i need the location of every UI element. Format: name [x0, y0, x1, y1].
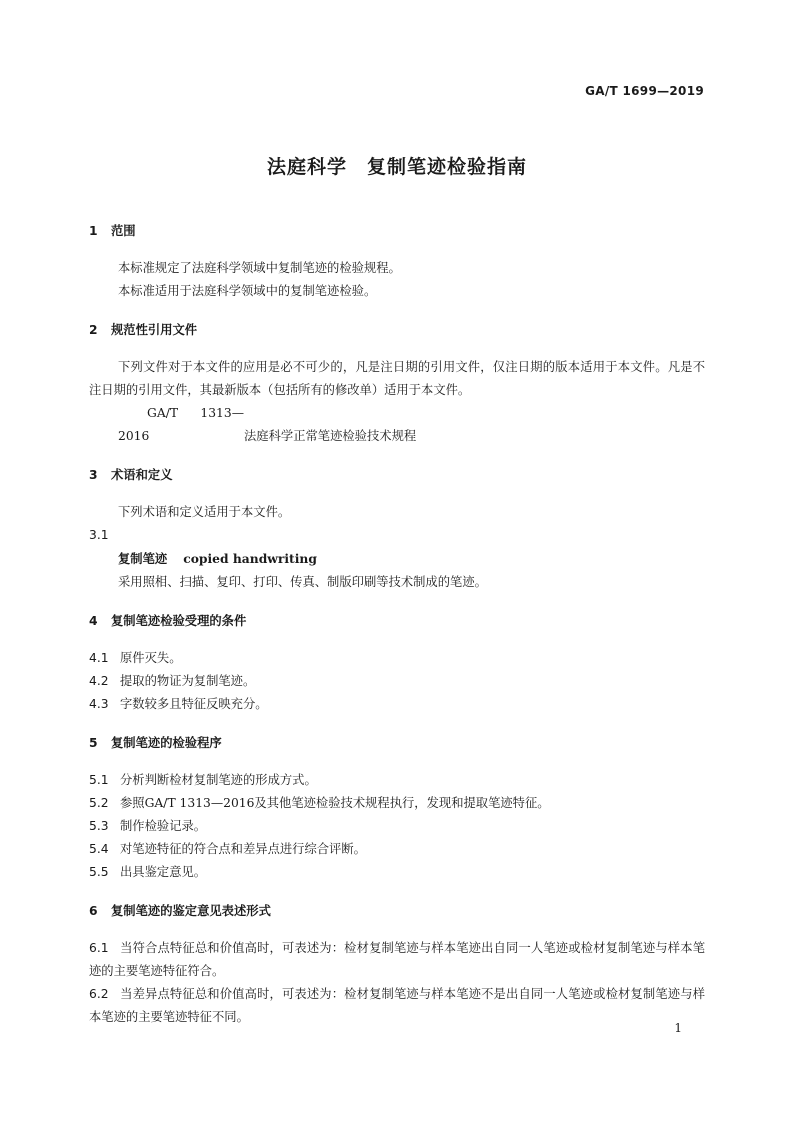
- section-heading-3: [89, 464, 705, 487]
- item-text: 分析判断检材复制笔迹的形成方式。: [120, 773, 317, 787]
- clause-paragraph: [89, 983, 705, 1029]
- section-number: 5: [89, 736, 98, 750]
- item-text: 原件灭失。: [120, 651, 182, 665]
- document-body: [89, 220, 705, 1029]
- item-text: 当符合点特征总和价值高时，可表述为：检材复制笔迹与样本笔迹出自同一人笔迹或检材复制笔迹与样本笔迹的主要笔迹特征符合。: [89, 941, 705, 978]
- item-number: 5.2: [89, 796, 109, 810]
- item-number: 4.2: [89, 674, 109, 688]
- section-number: 6: [89, 904, 98, 918]
- section-heading-4: [89, 610, 705, 633]
- item-text: 提取的物证为复制笔迹。: [120, 674, 256, 688]
- list-item: [89, 647, 705, 670]
- item-number: 6.2: [89, 987, 109, 1001]
- list-item: [89, 861, 705, 884]
- list-item: [89, 670, 705, 693]
- document-title: 法庭科学 复制笔迹检验指南: [266, 156, 527, 178]
- section-number: 2: [89, 323, 98, 337]
- item-text: 对笔迹特征的符合点和差异点进行综合评断。: [120, 842, 366, 856]
- section-number: 4: [89, 614, 98, 628]
- paragraph: 下列术语和定义适用于本文件。: [118, 505, 291, 519]
- item-text: 当差异点特征总和价值高时，可表述为：检材复制笔迹与样本笔迹不是出自同一人笔迹或检材复制笔迹与样本笔迹的主要笔迹特征不同。: [89, 987, 705, 1024]
- paragraph: 下列文件对于本文件的应用是必不可少的，凡是注日期的引用文件，仅注日期的版本适用于本文件。凡是不注日期的引用文件，其最新版本（包括所有的修改单）适用于本文件。: [89, 360, 705, 397]
- reference-title: 法庭科学正常笔迹检验技术规程: [244, 429, 417, 443]
- term-definition: 采用照相、扫描、复印、打印、传真、制版印刷等技术制成的笔迹。: [118, 575, 487, 589]
- item-number: 4.3: [89, 697, 109, 711]
- list-item: [89, 693, 705, 716]
- item-number: 5.1: [89, 773, 109, 787]
- list-item: [89, 838, 705, 861]
- section-title: 复制笔迹的检验程序: [111, 736, 222, 750]
- reference-code: GA/T 1313—2016: [118, 406, 244, 443]
- section-title: 术语和定义: [111, 468, 173, 482]
- item-text: 制作检验记录。: [120, 819, 207, 833]
- page-number: 1: [674, 1021, 682, 1035]
- item-number: 4.1: [89, 651, 109, 665]
- term-entry: [89, 547, 705, 571]
- item-number: 6.1: [89, 941, 109, 955]
- section-number: 3: [89, 468, 98, 482]
- paragraph: 本标准适用于法庭科学领域中的复制笔迹检验。: [118, 284, 377, 298]
- term-chinese: 复制笔迹: [118, 552, 168, 566]
- item-text: 出具鉴定意见。: [120, 865, 207, 879]
- item-number: 5.5: [89, 865, 109, 879]
- section-title: 范围: [111, 224, 136, 238]
- section-title: 复制笔迹的鉴定意见表述形式: [111, 904, 271, 918]
- term-english: copied handwriting: [183, 551, 317, 566]
- item-text: 字数较多且特征反映充分。: [120, 697, 268, 711]
- paragraph: 本标准规定了法庭科学领域中复制笔迹的检验规程。: [118, 261, 401, 275]
- list-item: [89, 769, 705, 792]
- section-title: 复制笔迹检验受理的条件: [111, 614, 247, 628]
- section-title: 规范性引用文件: [111, 323, 198, 337]
- normative-reference: [89, 402, 705, 448]
- list-item: [89, 815, 705, 838]
- standard-code: GA/T 1699—2019: [585, 84, 704, 98]
- item-number: 5.3: [89, 819, 109, 833]
- section-heading-1: [89, 220, 705, 243]
- section-heading-2: [89, 319, 705, 342]
- item-number: 5.4: [89, 842, 109, 856]
- clause-number: 3.1: [89, 528, 109, 542]
- section-heading-5: [89, 732, 705, 755]
- section-number: 1: [89, 224, 98, 238]
- clause-paragraph: [89, 937, 705, 983]
- item-text: 参照GA/T 1313—2016及其他笔迹检验技术规程执行，发现和提取笔迹特征。: [120, 796, 550, 810]
- list-item: [89, 792, 705, 815]
- section-heading-6: [89, 900, 705, 923]
